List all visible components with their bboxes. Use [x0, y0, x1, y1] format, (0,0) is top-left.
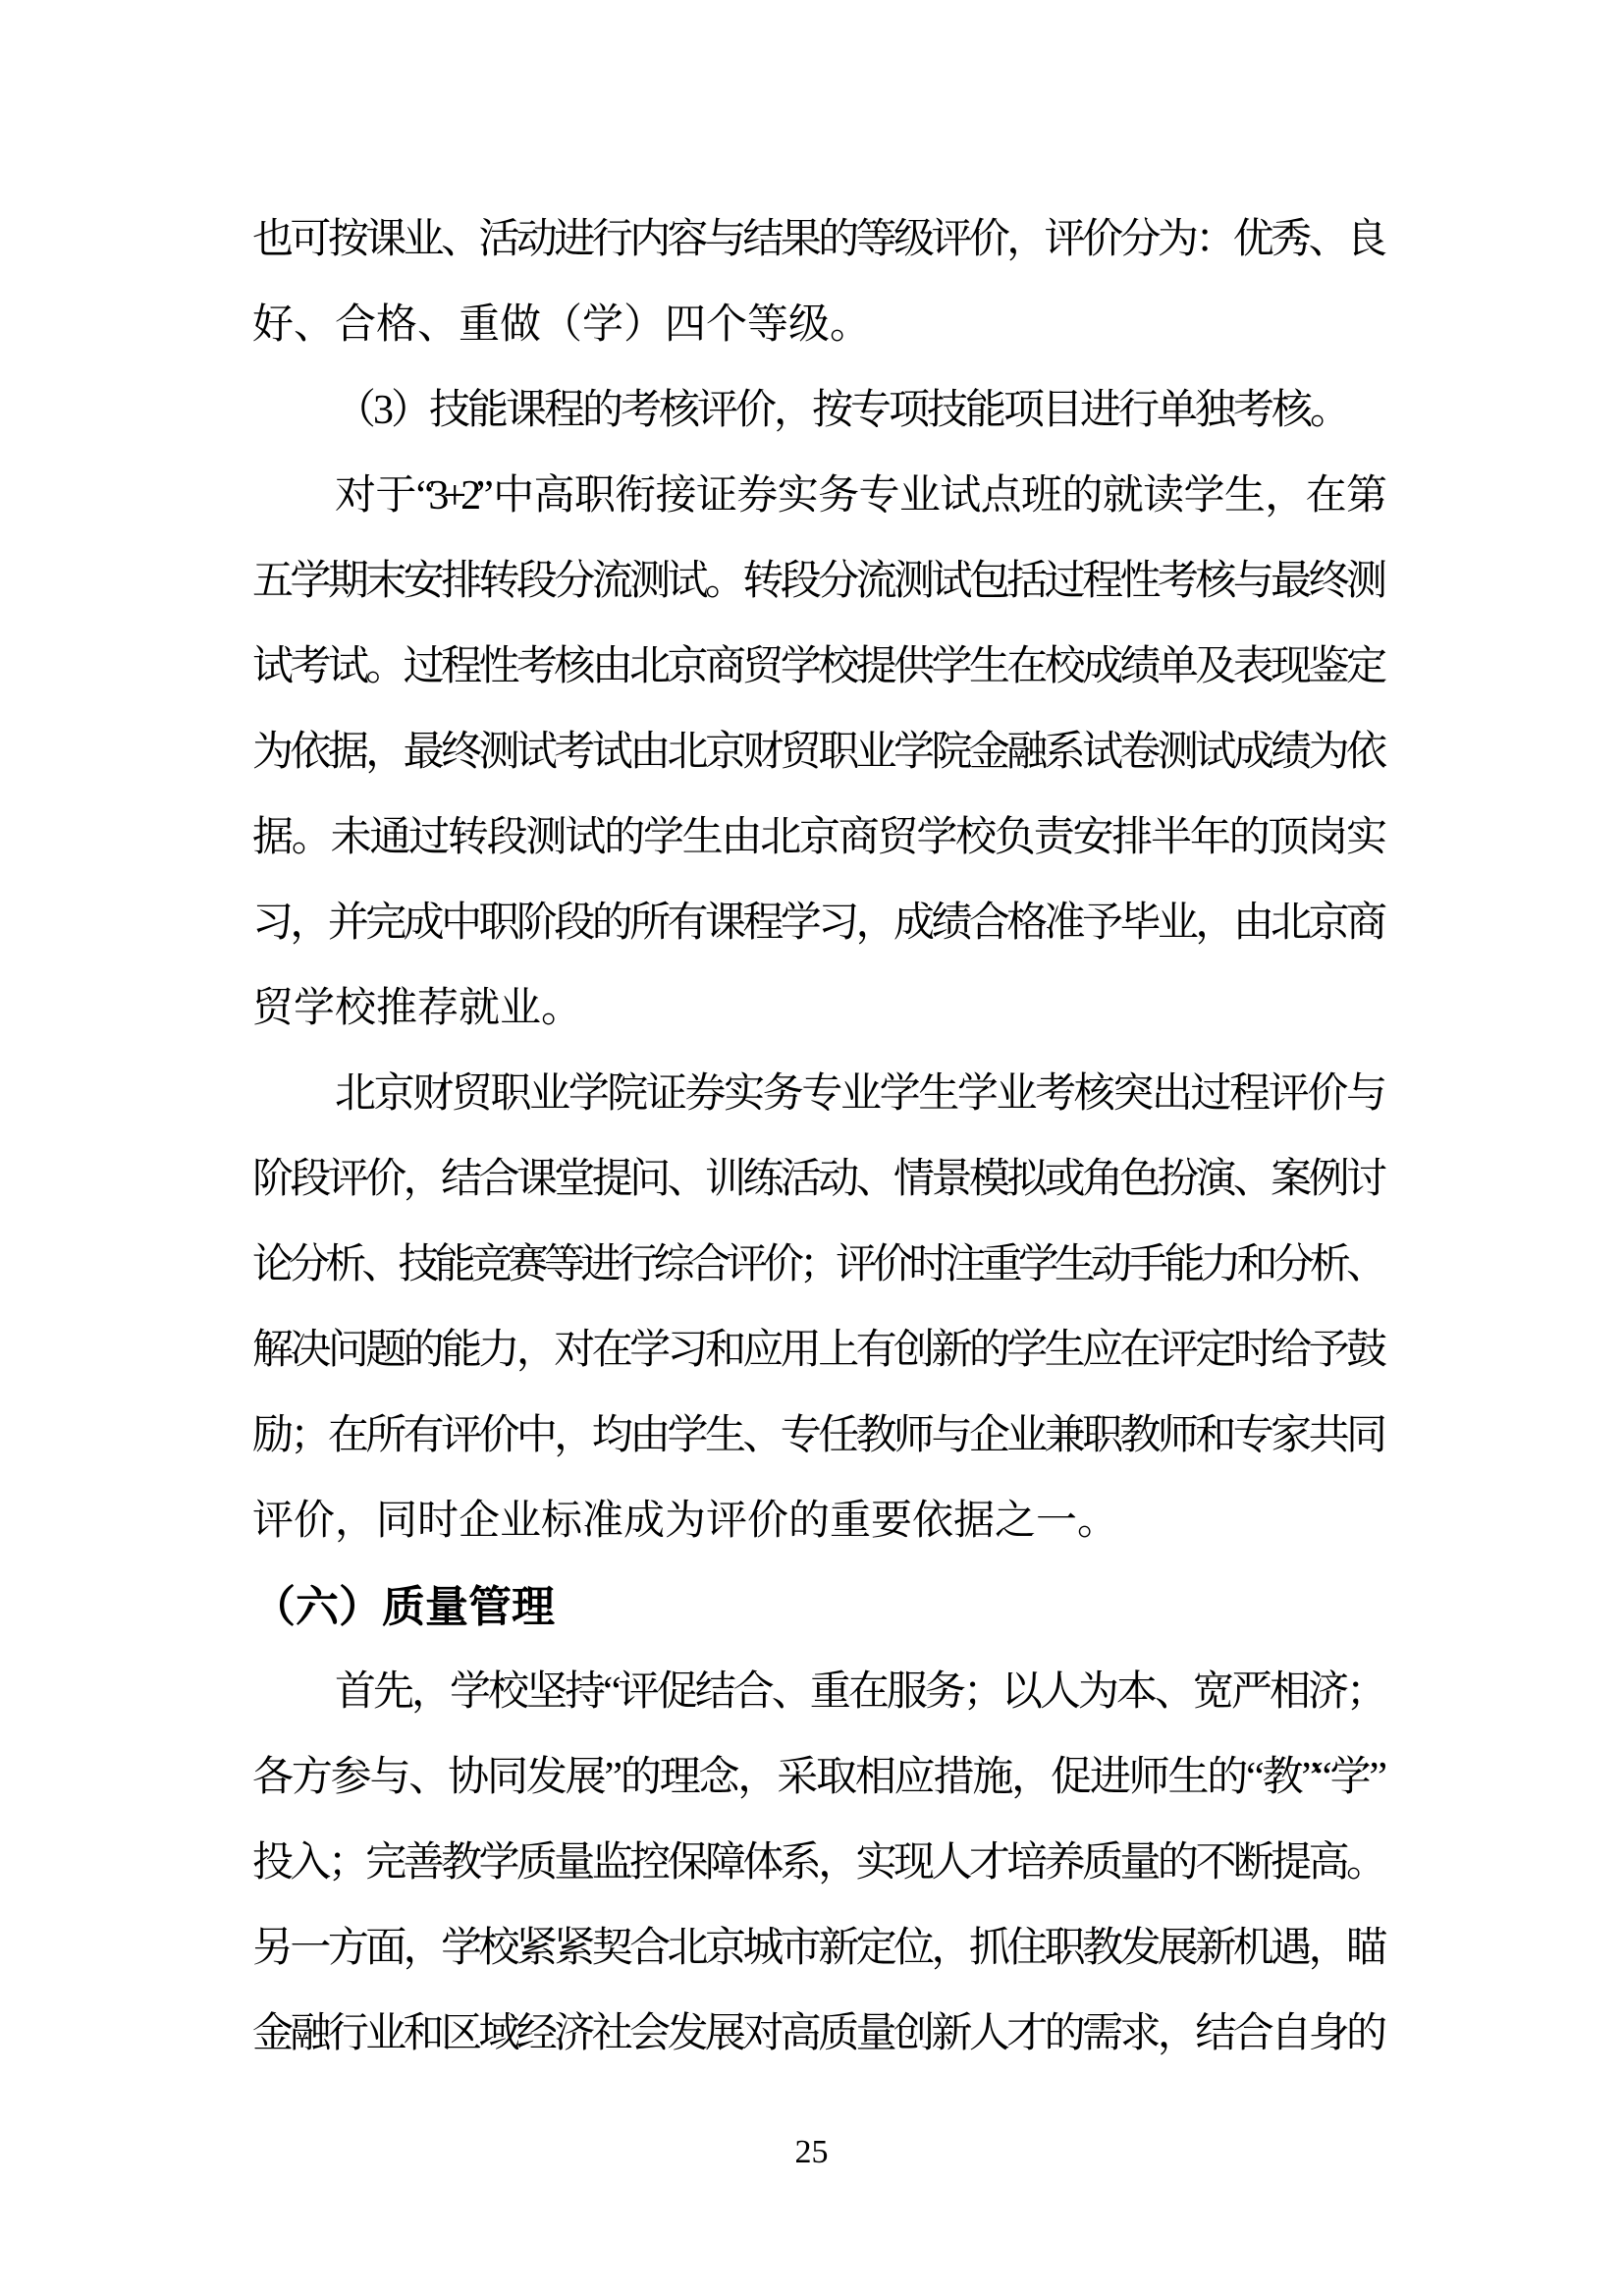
text-line: 评价，同时企业标准成为评价的重要依据之一。 [252, 1499, 1119, 1544]
text-line: 北京财贸职业学院证券实务专业学生学业考核突出过程评价与 [335, 1071, 1381, 1117]
section-heading: （六）质量管理 [252, 1583, 555, 1631]
text-line: 习，并完成中职阶段的所有课程学习，成绩合格准予毕业，由北京商 [252, 901, 1381, 946]
text-line: 为依据，最终测试考试由北京财贸职业学院金融系试卷测试成绩为依 [252, 730, 1381, 775]
text-block [252, 197, 1381, 2077]
text-line: 五学期末安排转段分流测试。转段分流测试包括过程性考核与最终测 [252, 559, 1381, 604]
text-line: 各方参与、协同发展”的理念，采取相应措施，促进师生的“教”“学” [252, 1755, 1381, 1800]
text-line: 据。未通过转段测试的学生由北京商贸学校负责安排半年的顶岗实 [252, 815, 1381, 860]
text-line: （3）技能课程的考核评价，按专项技能项目进行单独考核。 [335, 388, 1349, 433]
page-number: 25 [794, 2134, 829, 2170]
text-line: 首先，学校坚持“评促结合、重在服务；以人为本、宽严相济； [335, 1669, 1381, 1715]
text-line: 励；在所有评价中，均由学生、专任教师与企业兼职教师和专家共同 [252, 1413, 1381, 1458]
text-line: 好、合格、重做（学）四个等级。 [252, 302, 872, 348]
text-line: 另一方面，学校紧紧契合北京城市新定位，抓住职教发展新机遇，瞄 [252, 1926, 1381, 1971]
text-line: 论分析、技能竞赛等进行综合评价；评价时注重学生动手能力和分析、 [252, 1242, 1381, 1287]
text-line: 金融行业和区域经济社会发展对高质量创新人才的需求，结合自身的 [252, 2011, 1381, 2056]
text-line: 贸学校推荐就业。 [252, 986, 583, 1031]
text-line: 阶段评价，结合课堂提问、训练活动、情景模拟或角色扮演、案例讨 [252, 1157, 1381, 1202]
text-line: 也可按课业、活动进行内容与结果的等级评价，评价分为：优秀、良 [252, 217, 1381, 262]
text-line: 解决问题的能力，对在学习和应用上有创新的学生应在评定时给予鼓 [252, 1328, 1381, 1373]
text-line: 试考试。过程性考核由北京商贸学校提供学生在校成绩单及表现鉴定 [252, 644, 1381, 689]
text-line: 对于“3+2”中高职衔接证券实务专业试点班的就读学生，在第 [335, 473, 1381, 519]
text-line: 投入；完善教学质量监控保障体系，实现人才培养质量的不断提高。 [252, 1840, 1381, 1886]
